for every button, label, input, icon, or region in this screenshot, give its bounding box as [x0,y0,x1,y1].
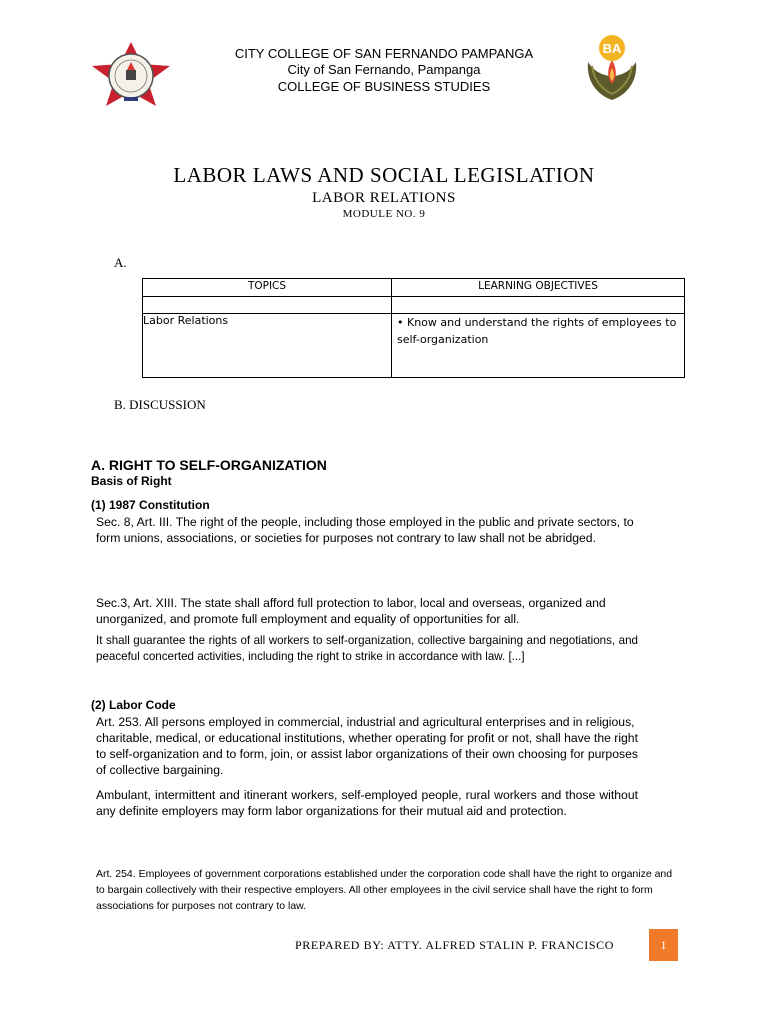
table-column-divider [391,279,392,377]
footer-prepared-by: PREPARED BY: ATTY. ALFRED STALIN P. FRANCISCO [295,938,615,952]
module-number: MODULE NO. 9 [342,208,426,220]
paragraph-art254: Art. 254. Employees of government corporations established under the corporation code shall have the right to organize and to bargain collectively with their respective employers. All other employees in the civil service shall have the right to form associations for purposes not contrary to law. [96,868,673,912]
paragraph-ambulant-workers: Ambulant, intermittent and itinerant workers, self-employed people, rural workers and those without any definite employers may form labor organizations for their mutual aid and protection. [96,788,638,818]
business-administration-logo [580,32,644,104]
paragraph-guarantee: It shall guarantee the rights of all workers to self-organization, collective bargaining and negotiations, and peaceful concerted activities, including the right to strike in accordance with law. [...] [96,634,638,663]
table-cell-topic: Labor Relations [143,314,229,327]
college-city: City of San Fernando, Pampanga [287,62,481,77]
objectives-table [142,278,685,378]
document-title: LABOR LAWS AND SOCIAL LEGISLATION [173,163,595,187]
section-a-label: A. [114,255,127,270]
heading-right-to-self-organization: A. RIGHT TO SELF-ORGANIZATION [91,457,327,473]
paragraph-sec3: Sec.3, Art. XIII. The state shall afford full protection to labor, local and overseas, organized and unorganized, and promote full employment and equality of opportunities for all. [96,596,606,626]
college-department: COLLEGE OF BUSINESS STUDIES [277,79,491,94]
subheading-basis-of-right: Basis of Right [91,474,172,488]
section-b-label: B. DISCUSSION [114,397,206,412]
page-number-badge: 1 [649,929,678,961]
table-header-objectives: LEARNING OBJECTIVES [478,280,598,292]
table-header-topics: TOPICS [247,280,287,292]
table-row-divider [143,296,684,297]
paragraph-art253: Art. 253. All persons employed in commercial, industrial and agricultural enterprises and in religious, charitable, medical, or educational institutions, whether operating for profit or not, shall have the right to self-organization and to form, join, or assist labor organizations of their own choosing for purposes of collective bargaining. [96,715,638,777]
paragraph-sec8: Sec. 8, Art. III. The right of the people, including those employed in the public and private sectors, to form unions, associations, or societies for purposes not contrary to law shall not be abridged. [96,515,634,545]
document-subtitle: LABOR RELATIONS [312,190,456,206]
college-name: CITY COLLEGE OF SAN FERNANDO PAMPANGA [234,46,534,61]
heading-labor-code: (2) Labor Code [91,698,176,712]
logo-initials: BA [602,41,622,56]
table-cell-objective: • Know and understand the rights of employees to self-organization [397,316,677,346]
heading-1987-constitution: (1) 1987 Constitution [91,498,210,512]
